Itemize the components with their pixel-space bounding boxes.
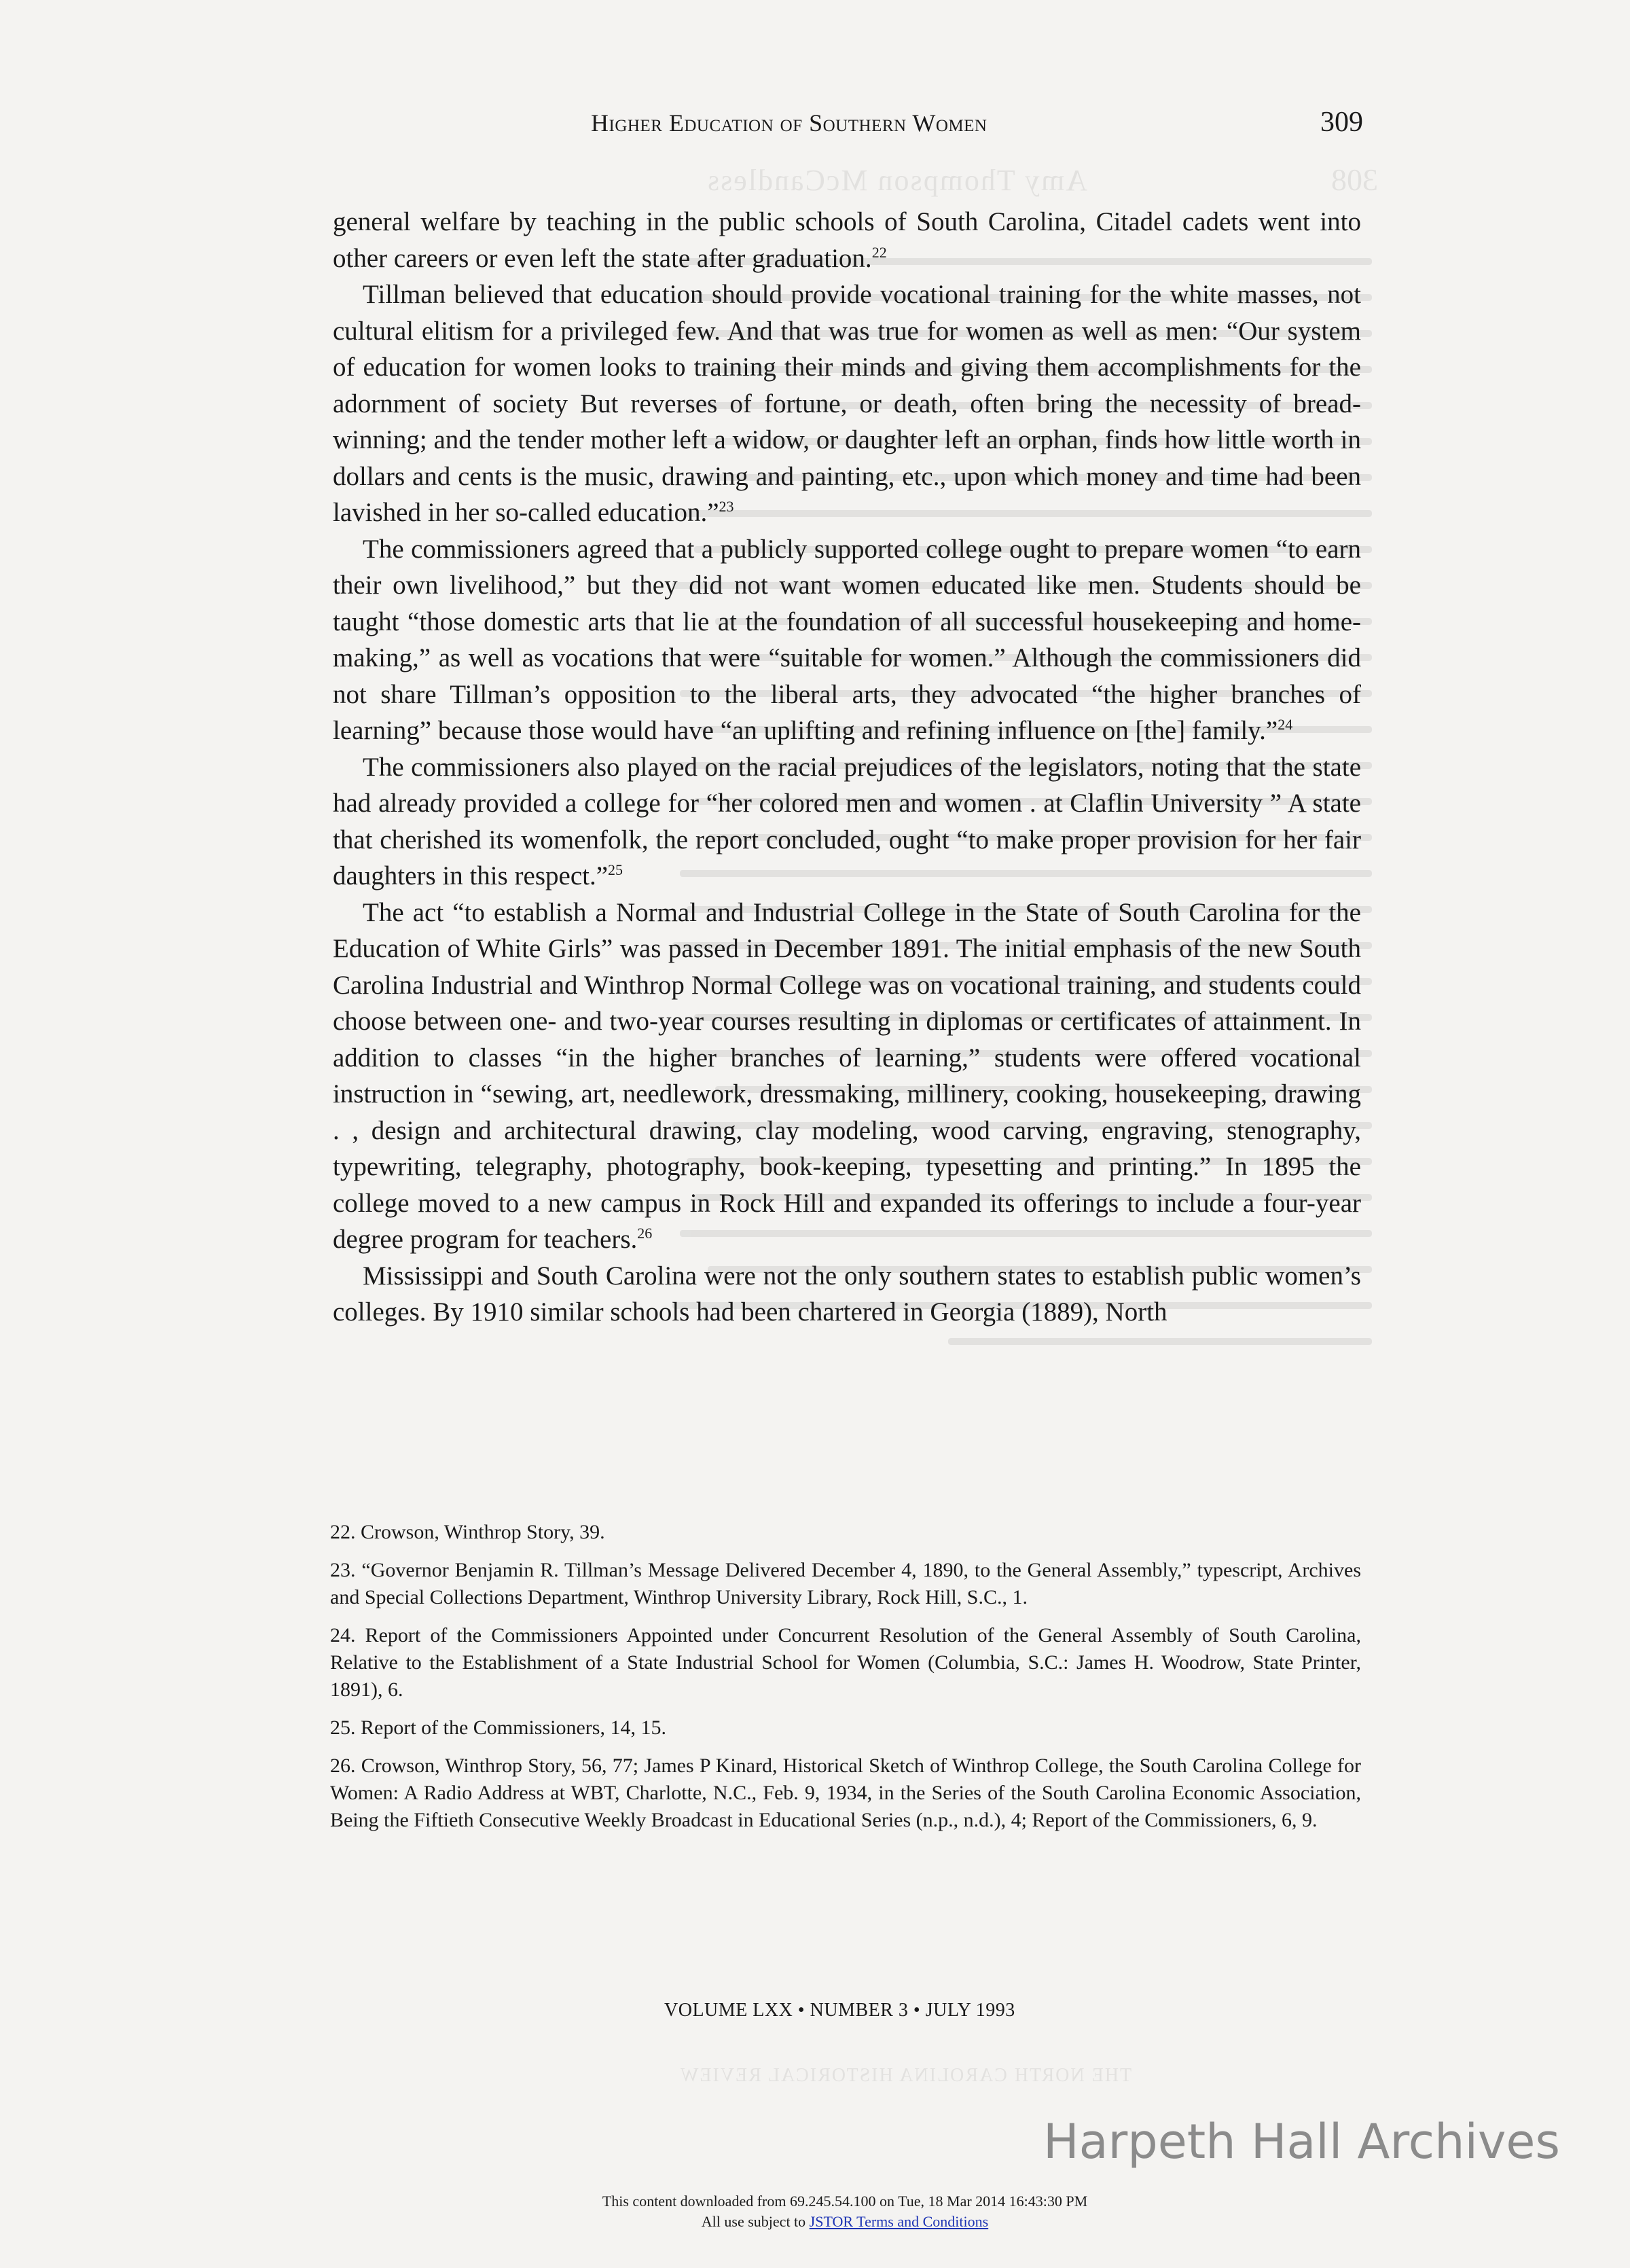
issue-line: VOLUME LXX • NUMBER 3 • JULY 1993 <box>664 2000 1015 2021</box>
paragraph: general welfare by teaching in the public schools of South Carolina, Citadel cadets went into other careers or even left the state after graduation.$^{22}$ <box>333 207 1361 273</box>
footnote-25: 25. Report of the Commissioners, 14, 15. <box>330 1716 666 1739</box>
footnotes <box>330 1519 1361 1845</box>
running-head: Higher Education of Southern Women <box>591 109 988 137</box>
jstor-download-notice <box>0 2191 1630 2232</box>
page-number: 309 <box>1320 107 1363 138</box>
footnote-ref[interactable]: 25 <box>608 861 623 878</box>
footnote-ref[interactable]: 22 <box>871 243 887 261</box>
article-body <box>333 204 1361 1331</box>
footnote-26: 26. Crowson, Winthrop Story, 56, 77; James P Kinard, Historical Sketch of Winthrop College, the South Carolina College for Women: A Radio Address at WBT, Charlotte, N.C., Feb. 9, 1934, in the Series of the South Carolina Economic Association, Being the Fiftieth Consecutive Weekly Broadcast in Educational Series (n.p., n.d.), 4; Report of the Commissioners, 6, 9. <box>330 1754 1361 1831</box>
paragraph: The commissioners also played on the racial prejudices of the legislators, noting that the state had already provided a college for “her colored men and women . at Claflin University ” A state that cherished its womenfolk, the report concluded, ought “to make proper provision for her fair daughters in this respect.”$^{25}$ <box>333 752 1361 890</box>
footnote-ref[interactable]: 24 <box>1278 716 1293 733</box>
footnote-ref[interactable]: 26 <box>637 1225 653 1242</box>
bleed-through-heading: Amy Thompson McCandless <box>706 164 1087 197</box>
footnote-23: 23. “Governor Benjamin R. Tillman’s Message Delivered December 4, 1890, to the General Assembly,” typescript, Archives and Special Collections Department, Winthrop University Library, Rock Hill, S.C., 1. <box>330 1559 1361 1608</box>
archive-watermark: Harpeth Hall Archives <box>1043 2114 1560 2170</box>
bleed-through-page-number: 308 <box>1331 162 1378 197</box>
paragraph: Mississippi and South Carolina were not the only southern states to establish public women’s colleges. By 1910 similar schools had been chartered in Georgia (1889), North <box>333 1261 1361 1327</box>
footnote-ref[interactable]: 23 <box>719 498 734 515</box>
paragraph: Tillman believed that education should provide vocational training for the white masses, not cultural elitism for a privileged few. And that was true for women as well as men: “Our system of education for women looks to training their minds and giving them accomplishments for the adornment of society But reverses of fortune, or death, often bring the necessity of bread-winning; and the tender mother left a widow, or daughter left an orphan, finds how little worth in dollars and cents is the music, drawing and painting, etc., upon which money and time had been lavished in her so-called education.”$^{23}$ <box>333 280 1361 527</box>
terms-line: All use subject to JSTOR Terms and Conditions <box>701 2213 989 2230</box>
paragraph: The act “to establish a Normal and Industrial College in the State of South Carolina for the Education of White Girls” was passed in December 1891. The initial emphasis of the new South Carolina Industrial and Winthrop Normal College was on vocational training, and students could choose between one- and two-year courses resulting in diplomas or certificates of attainment. In addition to classes “in the higher branches of learning,” students were offered vocational instruction in “sewing, art, needlework, dressmaking, millinery, cooking, housekeeping, drawing . , design and architectural drawing, clay modeling, wood carving, engraving, stenography, typewriting, telegraphy, photography, book-keeping, typesetting and printing.” In 1895 the college moved to a new campus in Rock Hill and expanded its offerings to include a four-year degree program for teachers.$^{26}$ <box>333 897 1361 1254</box>
paragraph: The commissioners agreed that a publicly supported college ought to prepare women “to earn their own livelihood,” but they did not want women educated like men. Students should be taught “those domestic arts that lie at the foundation of all successful housekeeping and home-making,” as well as vocations that were “suitable for women.” Although the commissioners did not share Tillman’s opposition to the liberal arts, they advocated “the higher branches of learning” because those would have “an uplifting and refining influence on [the] family.”$^{24}$ <box>333 534 1361 745</box>
bleed-through-journal-name: THE NORTH CAROLINA HISTORICAL REVIEW <box>679 2065 1132 2086</box>
jstor-terms-link[interactable]: JSTOR Terms and Conditions <box>809 2213 989 2230</box>
download-info: This content downloaded from 69.245.54.100 on Tue, 18 Mar 2014 16:43:30 PM <box>602 2193 1088 2210</box>
footnote-24: 24. Report of the Commissioners Appointed under Concurrent Resolution of the General Assembly of South Carolina, Relative to the Establishment of a State Industrial School for Women (Columbia, S.C.: James H. Woodrow, State Printer, 1891), 6. <box>330 1624 1361 1701</box>
footnote-22: 22. Crowson, Winthrop Story, 39. <box>330 1521 605 1543</box>
